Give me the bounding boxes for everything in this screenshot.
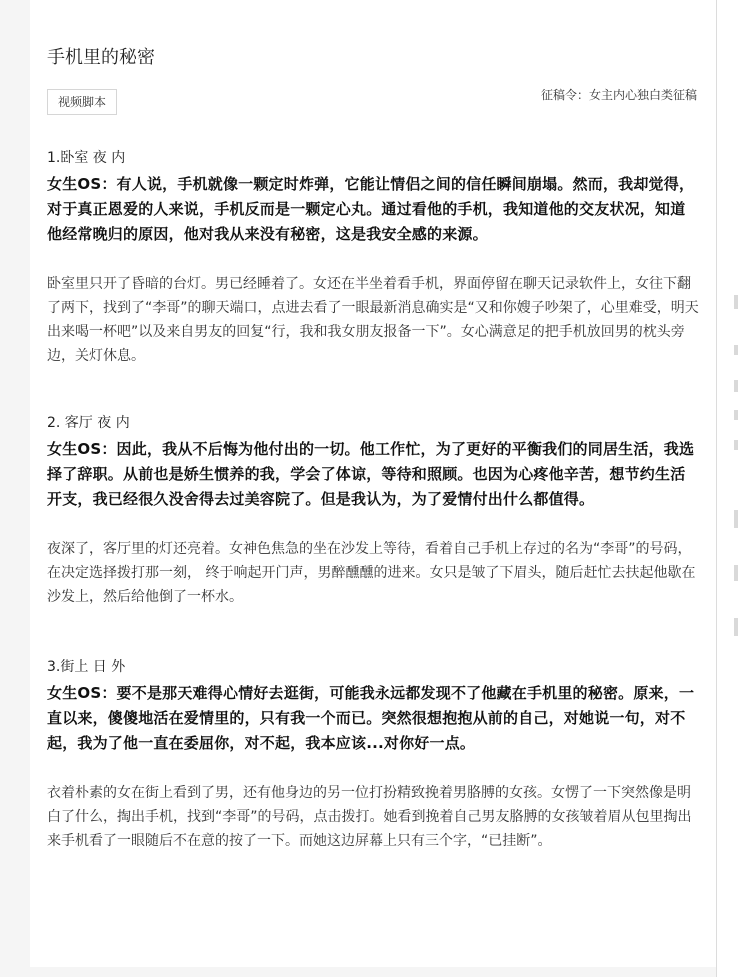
scene-monologue: 女生OS：因此，我从不后悔为他付出的一切。他工作忙，为了更好的平衡我们的同居生活，我选择了辞职。从前也是娇生惯养的我，学会了体谅，等待和照顾。也因为心疼他辛苦，想节约生活开支，我已经很久没舍得去过美容院了。但是我认为，为了爱情付出什么都值得。 — [47, 440, 695, 508]
side-mark — [734, 380, 738, 392]
scene-heading: 1.卧室 夜 内 — [47, 150, 126, 166]
scene-description: 卧室里只开了昏暗的台灯。男已经睡着了。女还在半坐着看手机，界面停留在聊天记录软件上，女往下翻了两下，找到了“李哥”的聊天端口，点进去看了一眼最新消息确实是“又和你嫂子吵架了，心里难受，明天出来喝一杯吧”以及来自男友的回复“行，我和我女朋友报备一下”。女心满意足的把手机放回男的枕头旁边，关灯休息。 — [47, 276, 699, 364]
scene-heading: 3.街上 日 外 — [47, 659, 126, 675]
side-panel — [717, 0, 738, 977]
scene-description: 衣着朴素的女在街上看到了男，还有他身边的另一位打扮精致挽着男胳膊的女孩。女愣了一下突然像是明白了什么，掏出手机，找到“李哥”的号码，点击拨打。她看到挽着自己男友胳膊的女孩皱着眉从包里掏出来手机看了一眼随后不在意的按了一下。而她这边屏幕上只有三个字，“已挂断”。 — [47, 785, 692, 849]
side-mark — [734, 440, 738, 450]
scene-1 — [47, 148, 699, 368]
scene-3 — [47, 657, 699, 853]
side-mark — [734, 295, 738, 309]
contest-label: 征稿令：女主内心独白类征稿 — [540, 88, 697, 102]
scene-2 — [47, 413, 699, 609]
side-mark — [734, 565, 738, 581]
side-mark — [734, 510, 738, 528]
side-mark — [734, 345, 738, 355]
scene-monologue: 女生OS：要不是那天难得心情好去逛街，可能我永远都发现不了他藏在手机里的秘密。原来，一直以来，傻傻地活在爱情里的，只有我一个而已。突然很想抱抱从前的自己，对她说一句，对不起，我为了他一直在委屈你，对不起，我本应该...对你好一点。 — [47, 684, 695, 752]
scene-heading: 2. 客厅 夜 内 — [47, 415, 130, 431]
side-mark — [734, 618, 738, 636]
document-title: 手机里的秘密 — [47, 47, 155, 68]
scene-description: 夜深了，客厅里的灯还亮着。女神色焦急的坐在沙发上等待，看着自己手机上存过的名为“李哥”的号码，在决定选择拨打那一刻， 终于响起开门声，男醉醺醺的进来。女只是皱了下眉头，随后赶忙去扶起他歇在沙发上，然后给他倒了一杯水。 — [47, 541, 696, 605]
category-tag[interactable]: 视频脚本 — [47, 89, 117, 115]
scene-monologue: 女生OS：有人说，手机就像一颗定时炸弹，它能让情侣之间的信任瞬间崩塌。然而，我却觉得，对于真正恩爱的人来说，手机反而是一颗定心丸。通过看他的手机，我知道他的交友状况，知道他经常晚归的原因，他对我从来没有秘密，这是我安全感的来源。 — [47, 175, 695, 243]
side-mark — [734, 410, 738, 420]
